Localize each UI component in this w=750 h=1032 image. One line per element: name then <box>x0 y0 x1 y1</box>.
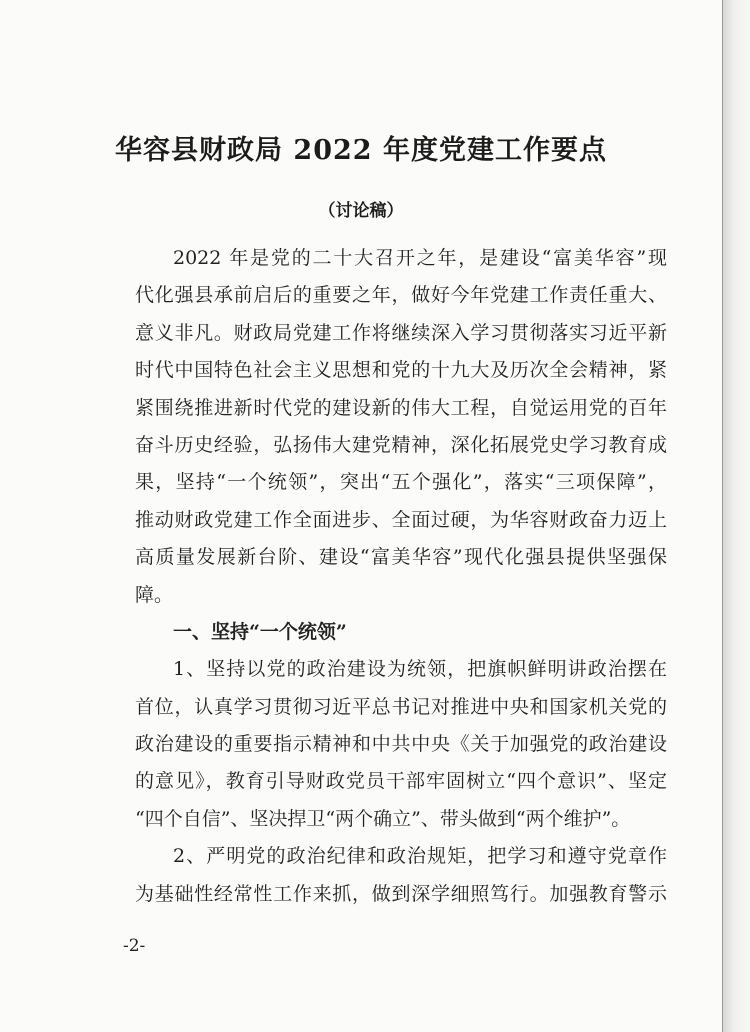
body-line: 的意见》，教育引导财政党员干部牢固树立“四个意识”、坚定 <box>135 770 667 793</box>
body-line: 2、严明党的政治纪律和政治规矩，把学习和遵守党章作 <box>173 845 667 868</box>
body-line: 代化强县承前启后的重要之年，做好今年党建工作责任重大、 <box>135 284 667 307</box>
body-line: “四个自信”、坚决捍卫“两个确立”、带头做到“两个维护”。 <box>135 807 631 830</box>
body-line: 果，坚持“一个统领”，突出“五个强化”，落实“三项保障”， <box>135 471 667 494</box>
document-title: 华容县财政局 2022 年度党建工作要点 <box>115 135 607 166</box>
body-line: 1、坚持以党的政治建设为统领，把旗帜鲜明讲政治摆在 <box>173 658 667 681</box>
body-line: 政治建设的重要指示精神和中共中央《关于加强党的政治建设 <box>135 733 667 756</box>
body-line: 推动财政党建工作全面进步、全面过硬，为华容财政奋力迈上 <box>135 508 667 531</box>
page-edge-divider <box>722 0 723 1032</box>
body-line: 紧围绕推进新时代党的建设新的伟大工程，自觉运用党的百年 <box>135 396 667 419</box>
page-number: -2- <box>123 936 146 956</box>
body-line: 障。 <box>135 583 174 606</box>
body-line: 首位，认真学习贯彻习近平总书记对推进中央和国家机关党的 <box>135 695 667 718</box>
body-line: 时代中国特色社会主义思想和党的十九大及历次全会精神，紧 <box>135 359 667 382</box>
body-line: 高质量发展新台阶、建设“富美华容”现代化强县提供坚强保 <box>135 546 667 569</box>
body-line: 2022 年是党的二十大召开之年，是建设“富美华容”现 <box>173 247 667 269</box>
body-line: 奋斗历史经验，弘扬伟大建党精神，深化拓展党史学习教育成 <box>135 433 667 456</box>
body-line: 意义非凡。财政局党建工作将继续深入学习贯彻落实习近平新 <box>135 321 667 344</box>
document-body <box>135 240 667 913</box>
scan-edge <box>722 0 750 1032</box>
section-heading: 一、坚持“一个统领” <box>173 620 347 643</box>
body-line: 为基础性经常性工作来抓，做到深学细照笃行。加强教育警示 <box>135 882 667 905</box>
document-subtitle: （讨论稿） <box>318 201 404 221</box>
